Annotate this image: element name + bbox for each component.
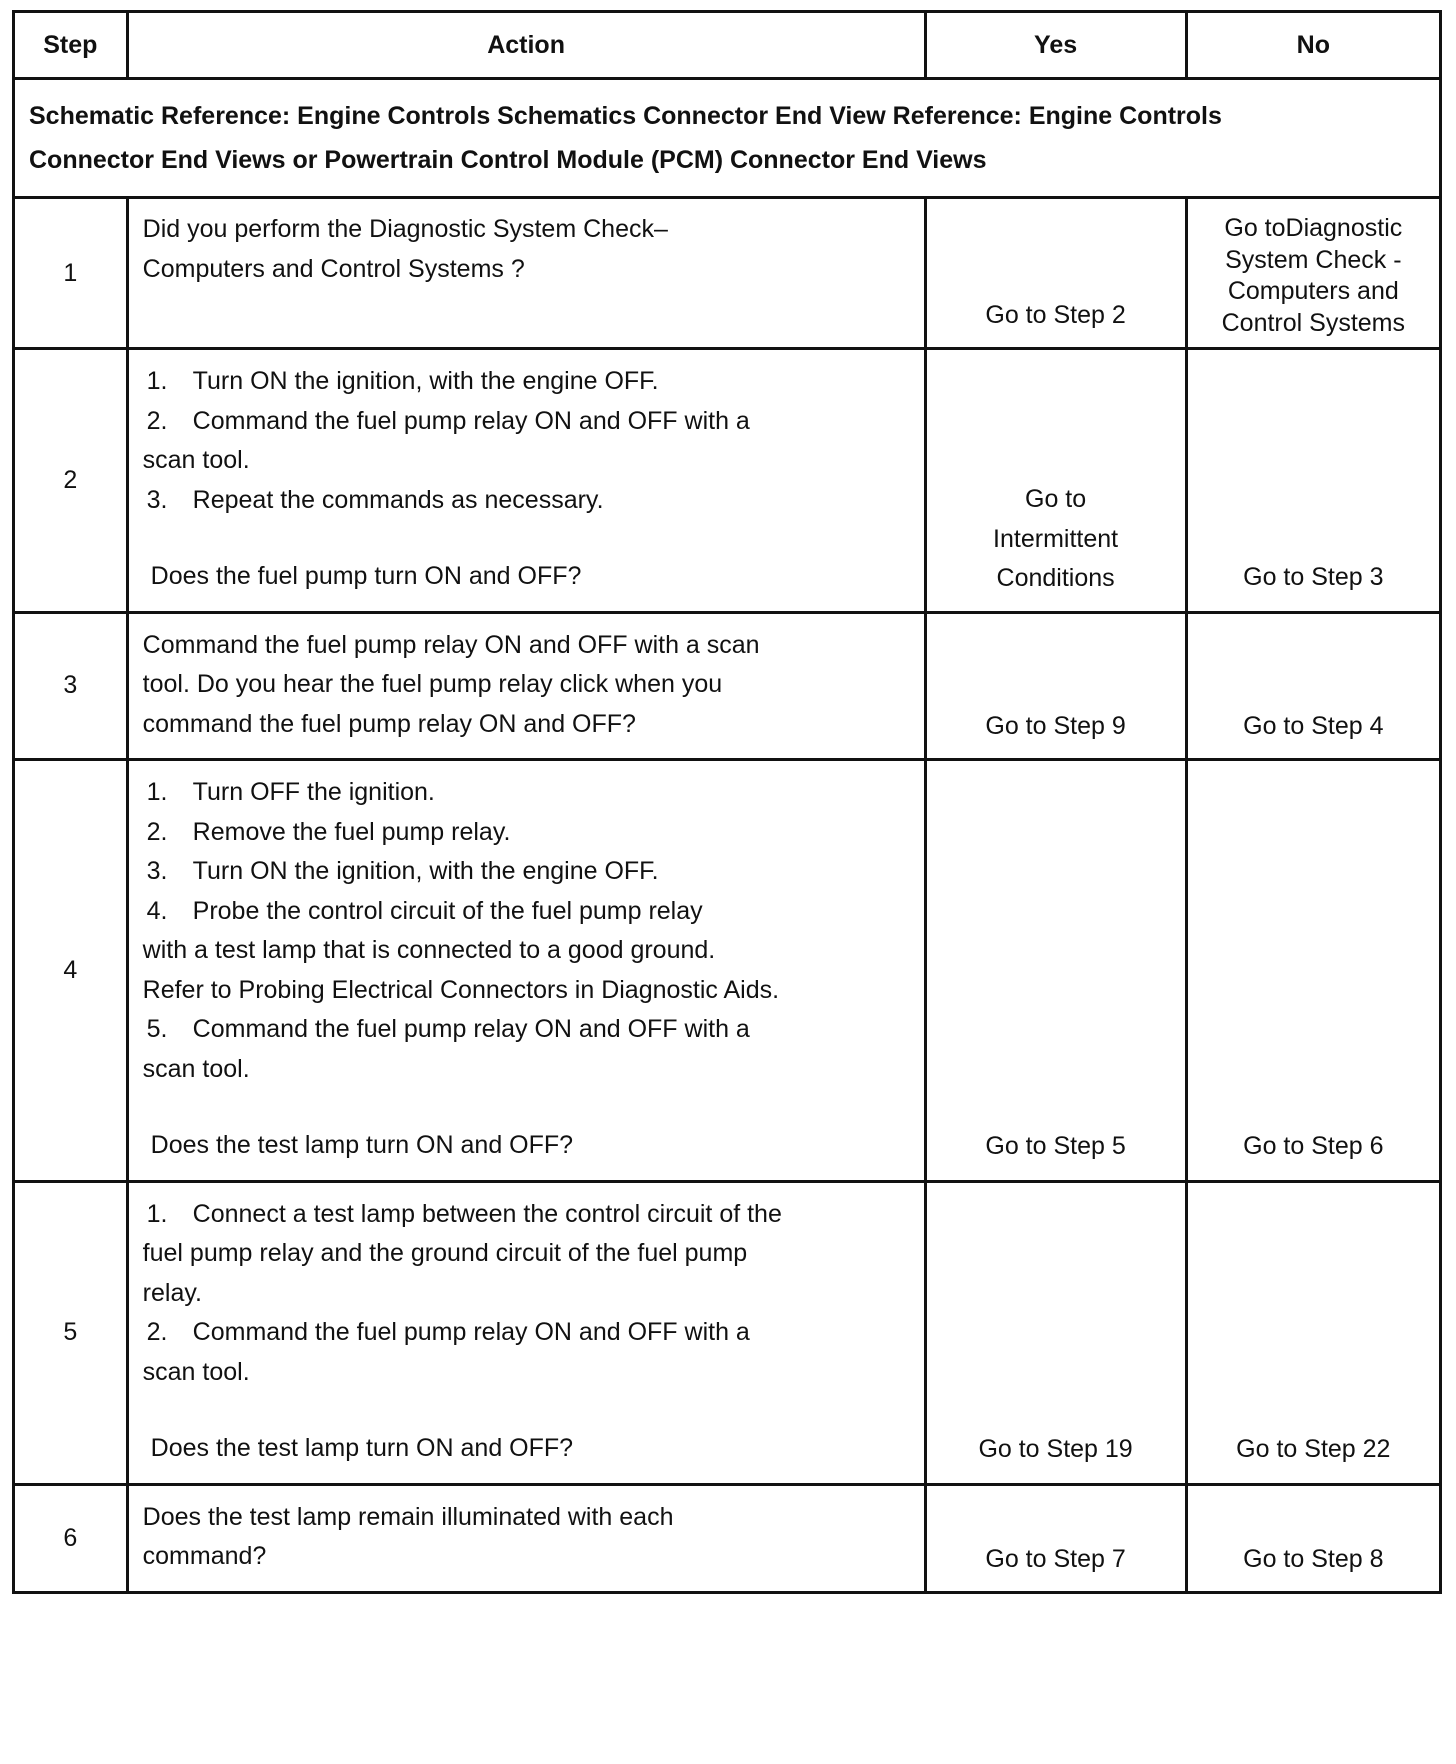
action-line: scan tool.	[142, 446, 250, 474]
action-item: 4. Probe the control circuit of the fuel pump relay	[146, 896, 703, 925]
step-number: 2	[14, 349, 128, 613]
header-no: No	[1186, 12, 1440, 79]
action-item: 1. Turn OFF the ignition.	[146, 778, 435, 806]
step-number: 6	[14, 1484, 128, 1592]
action-cell	[127, 349, 925, 613]
no-link[interactable]: Go to Step 4	[1243, 712, 1384, 740]
schematic-line-1: Schematic Reference: Engine Controls Schematics Connector End View Reference: Engine Controls	[29, 102, 1222, 130]
action-item: 5. Command the fuel pump relay ON and OFF with a	[146, 1015, 750, 1043]
yes-link[interactable]: Go to Step 2	[985, 301, 1126, 329]
action-item: 2. Command the fuel pump relay ON and OFF with a	[146, 1318, 750, 1346]
table-row-step-5	[14, 1181, 1441, 1484]
action-line: scan tool.	[142, 1357, 250, 1386]
step-number: 1	[14, 198, 128, 349]
no-cell	[1186, 198, 1440, 349]
action-item: 3. Repeat the commands as necessary.	[146, 485, 604, 514]
action-line: fuel pump relay and the ground circuit of the fuel pump	[142, 1239, 748, 1267]
action-question: Does the test lamp turn ON and OFF?	[150, 1131, 574, 1159]
no-cell	[1186, 349, 1440, 613]
action-item: 2. Command the fuel pump relay ON and OFF with a	[146, 406, 750, 435]
yes-link-line[interactable]: Conditions	[996, 564, 1115, 592]
header-step: Step	[14, 12, 128, 79]
yes-link[interactable]: Go to Step 7	[985, 1544, 1126, 1573]
action-line: Command the fuel pump relay ON and OFF with a scan	[142, 630, 760, 659]
action-line: command the fuel pump relay ON and OFF?	[142, 709, 636, 738]
action-line: Did you perform the Diagnostic System Check–	[142, 215, 668, 243]
yes-cell	[925, 612, 1186, 760]
yes-link[interactable]: Go to Step 19	[978, 1434, 1133, 1463]
schematic-reference-row	[14, 79, 1441, 198]
table-row-step-4	[14, 760, 1441, 1182]
action-line: relay.	[142, 1278, 202, 1307]
no-cell	[1186, 1484, 1440, 1592]
action-item: 1. Connect a test lamp between the control circuit of the	[146, 1199, 782, 1228]
no-cell	[1186, 1181, 1440, 1484]
yes-link-line[interactable]: Go to	[1025, 485, 1087, 513]
no-link[interactable]: Go to Step 22	[1236, 1434, 1391, 1463]
action-line: tool. Do you hear the fuel pump relay click when you	[142, 670, 723, 698]
action-cell	[127, 1484, 925, 1592]
no-link-line[interactable]: Go toDiagnostic	[1224, 214, 1403, 242]
action-line: Computers and Control Systems ?	[142, 255, 525, 283]
yes-link[interactable]: Go to Step 5	[985, 1131, 1126, 1160]
action-question: Does the fuel pump turn ON and OFF?	[150, 562, 582, 590]
schematic-line-2: Connector End Views or Powertrain Control Module (PCM) Connector End Views	[29, 146, 987, 174]
action-question: Does the test lamp turn ON and OFF?	[150, 1434, 574, 1462]
action-cell	[127, 612, 925, 760]
yes-cell	[925, 760, 1186, 1182]
step-number: 4	[14, 760, 128, 1182]
action-line: with a test lamp that is connected to a good ground.	[142, 936, 716, 964]
action-line: command?	[142, 1542, 267, 1570]
table-row-step-2	[14, 349, 1441, 613]
no-link-line[interactable]: System Check -	[1225, 245, 1402, 274]
schematic-reference	[14, 79, 1441, 198]
yes-cell	[925, 1181, 1186, 1484]
table-row-step-1	[14, 198, 1441, 349]
action-cell	[127, 198, 925, 349]
action-cell	[127, 760, 925, 1182]
table-row-step-6	[14, 1484, 1441, 1592]
no-link-line[interactable]: Computers and	[1227, 277, 1399, 305]
no-link[interactable]: Go to Step 6	[1243, 1131, 1384, 1160]
action-item: 3. Turn ON the ignition, with the engine OFF.	[146, 857, 659, 885]
no-cell	[1186, 612, 1440, 760]
action-line: Does the test lamp remain illuminated with each	[142, 1502, 674, 1531]
table-row-step-3	[14, 612, 1441, 760]
header-row	[14, 12, 1441, 79]
no-link[interactable]: Go to Step 3	[1243, 562, 1384, 591]
no-link-line[interactable]: Control Systems	[1221, 308, 1405, 337]
yes-cell	[925, 198, 1186, 349]
header-action: Action	[127, 12, 925, 79]
header-yes: Yes	[925, 12, 1186, 79]
yes-link[interactable]: Go to Step 9	[985, 712, 1126, 740]
step-number: 3	[14, 612, 128, 760]
yes-cell	[925, 1484, 1186, 1592]
no-link[interactable]: Go to Step 8	[1243, 1544, 1384, 1573]
no-cell	[1186, 760, 1440, 1182]
yes-cell	[925, 349, 1186, 613]
action-item: 2. Remove the fuel pump relay.	[146, 817, 511, 846]
diagnostic-table	[12, 10, 1442, 1594]
action-line: scan tool.	[142, 1054, 250, 1083]
action-item: 1. Turn ON the ignition, with the engine OFF.	[146, 367, 659, 395]
action-line: Refer to Probing Electrical Connectors in Diagnostic Aids.	[142, 975, 780, 1004]
action-cell	[127, 1181, 925, 1484]
yes-link-line[interactable]: Intermittent	[993, 524, 1119, 553]
step-number: 5	[14, 1181, 128, 1484]
